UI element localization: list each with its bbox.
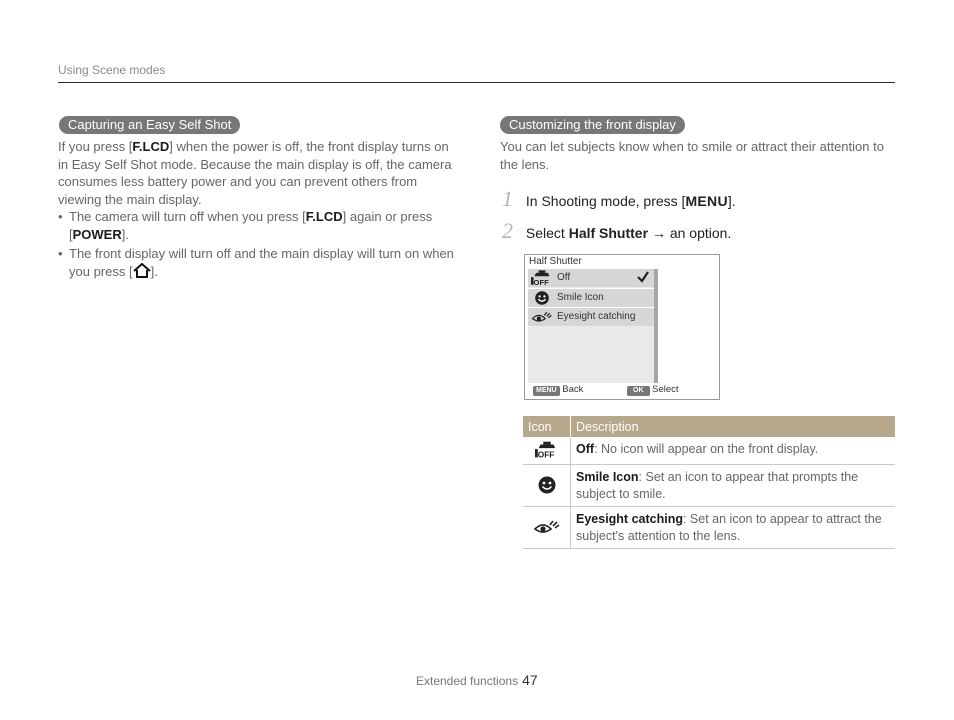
header-rule (58, 82, 895, 83)
term: Off (576, 442, 595, 456)
power-key-label: POWER (72, 226, 122, 242)
table-desc-cell (571, 464, 896, 506)
bullet-item (58, 208, 458, 243)
menu-key-label: MENU (685, 193, 728, 209)
desc: : Set an icon to appear that prompts the subject to smile. (576, 469, 859, 501)
left-intro (58, 138, 458, 208)
table-header-description: Description (571, 416, 896, 437)
arrow-icon: → (651, 225, 666, 241)
left-intro-text-1: If you press [ (58, 139, 133, 154)
menu-option-smile-icon[interactable] (528, 288, 654, 307)
table-row (523, 506, 895, 548)
off-icon (535, 441, 559, 459)
desc: : No icon will appear on the front display. (594, 442, 819, 456)
step-text: ]. (727, 193, 736, 209)
table-row (523, 437, 895, 464)
option-menu (528, 269, 658, 383)
right-intro: You can let subjects know when to smile or attract their attention to the lens. (500, 139, 884, 172)
bullet-text: The front display will turn off and the main display will turn on when you press [ (69, 246, 454, 279)
flcd-key-label: F.LCD (132, 139, 170, 154)
table-desc-cell (571, 506, 896, 548)
menu-option-label: Off (557, 272, 571, 283)
step-text: In Shooting mode, press [ (525, 193, 686, 209)
eyesight-icon (533, 518, 561, 536)
bullet-text: ]. (150, 263, 158, 279)
screen-footer (528, 384, 716, 396)
menu-option-label: Eyesight catching (557, 311, 636, 322)
left-intro-text-2: ] when the power is off, the front display turns on in Easy Self Shot mode. Because the main display is off, the camera consumes less battery power and you can prevent others from viewing the main display. (58, 139, 452, 207)
back-label: Back (562, 384, 584, 395)
smile-icon (531, 290, 553, 306)
page-footer (416, 672, 538, 688)
home-icon (133, 263, 151, 278)
table-row (523, 464, 895, 506)
back-hint[interactable] (533, 384, 583, 396)
step-number: 2 (502, 218, 513, 243)
checkmark-icon (636, 270, 650, 284)
footer-label: Extended functions (416, 674, 519, 688)
step-2 (502, 218, 731, 244)
table-icon-cell (523, 464, 571, 506)
eyesight-icon (531, 309, 553, 325)
bullet-text: ] again or press [ (69, 209, 433, 242)
menu-option-label: Smile Icon (557, 292, 604, 303)
left-bullets (58, 208, 458, 282)
camera-screen (524, 254, 720, 400)
icon-table (523, 416, 895, 549)
table-icon-cell (523, 506, 571, 548)
step-text: an option. (665, 225, 732, 241)
menu-option-eyesight-catching[interactable] (528, 307, 654, 326)
menu-option-off[interactable] (528, 269, 654, 287)
step-number: 1 (502, 186, 513, 211)
table-desc-cell (571, 437, 896, 464)
section-pill-front-display: Customizing the front display (500, 116, 685, 134)
screen-title: Half Shutter (529, 256, 582, 267)
step-text: Select (525, 225, 569, 241)
menu-key-icon: MENU (533, 386, 560, 396)
step-1 (502, 186, 736, 212)
ok-key-icon: OK (627, 386, 650, 396)
section-pill-easy-self-shot: Capturing an Easy Self Shot (59, 116, 240, 134)
bullet-text: ]. (121, 226, 129, 242)
select-label: Select (652, 384, 679, 395)
section-header: Using Scene modes (58, 63, 166, 77)
term: Eyesight catching (576, 511, 683, 526)
flcd-key-label: F.LCD (305, 209, 343, 224)
half-shutter-label: Half Shutter (568, 225, 649, 241)
term: Smile Icon (576, 469, 639, 484)
desc: : Set an icon to appear to attract the subject's attention to the lens. (576, 511, 882, 543)
smile-icon (537, 475, 557, 495)
bullet-item (58, 245, 458, 280)
table-icon-cell (523, 437, 571, 464)
bullet-text: The camera will turn off when you press [ (69, 209, 306, 224)
off-icon (531, 270, 553, 286)
table-header-icon: Icon (523, 416, 571, 437)
select-hint[interactable] (627, 384, 679, 396)
page-number: 47 (522, 672, 538, 688)
